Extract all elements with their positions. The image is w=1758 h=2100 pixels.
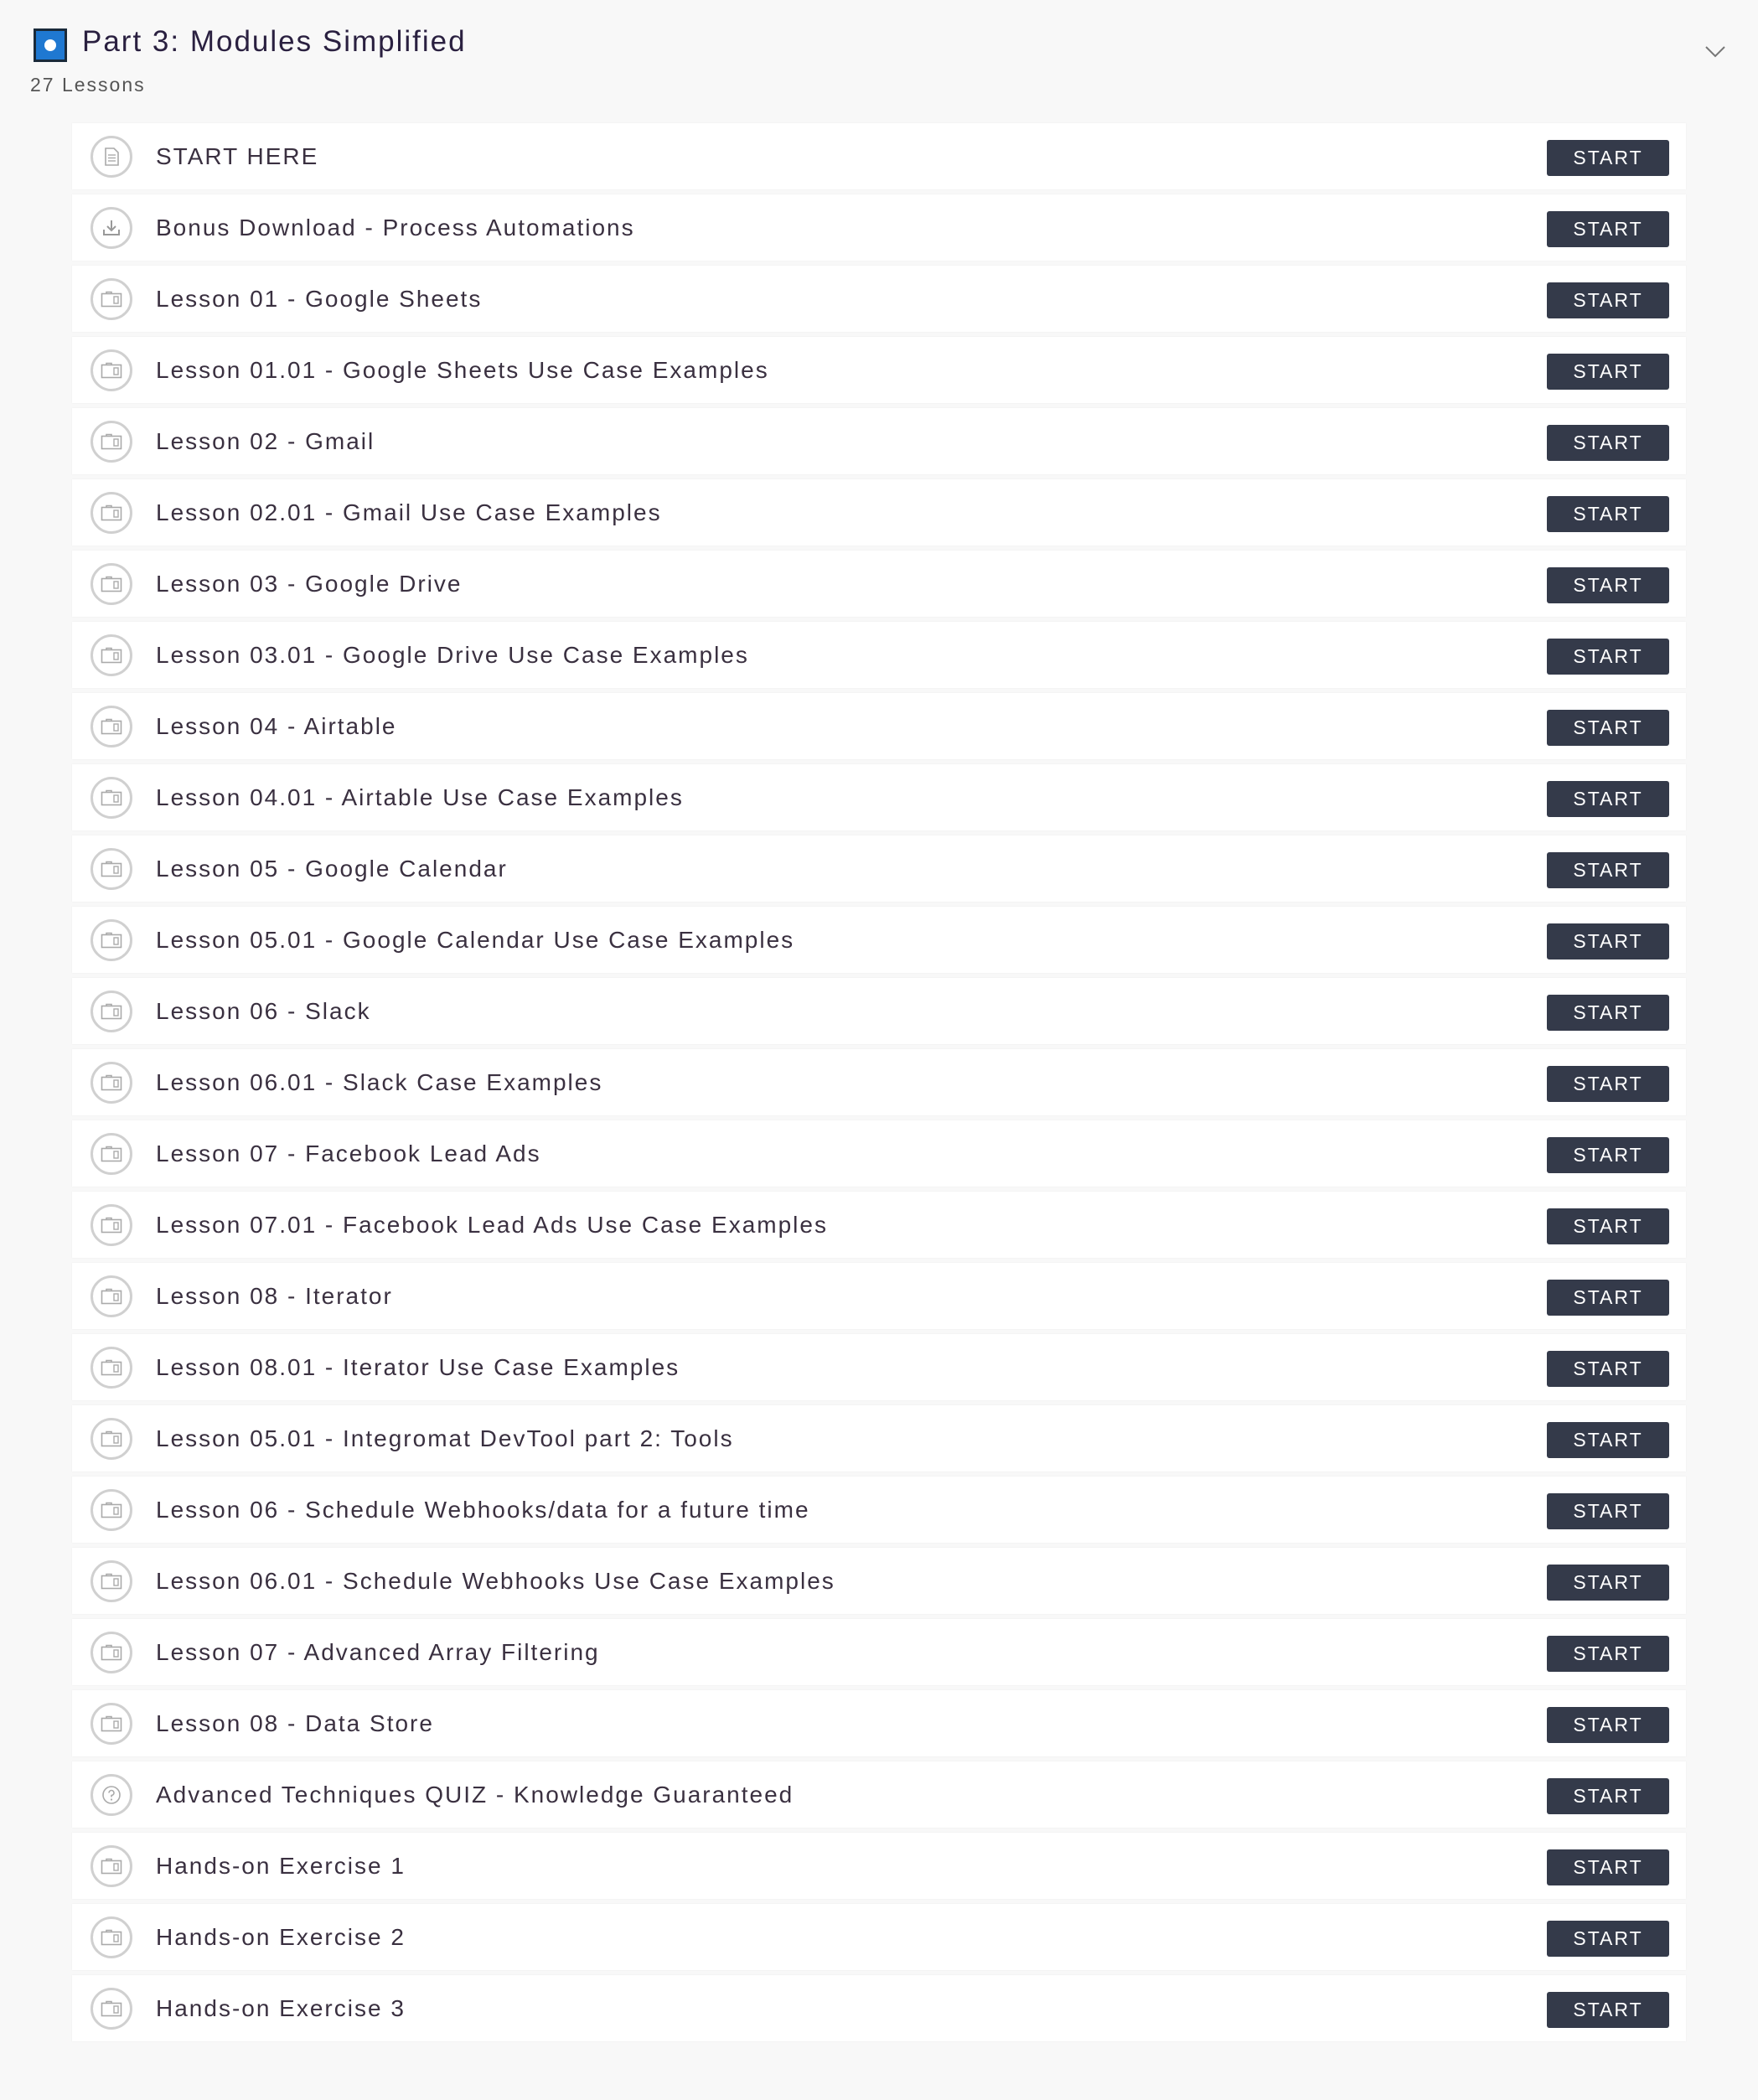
video-icon	[90, 1632, 132, 1673]
video-icon	[90, 777, 132, 819]
quiz-icon	[90, 1774, 132, 1816]
lesson-row[interactable]	[72, 1334, 1686, 1400]
start-button[interactable]: START	[1547, 995, 1669, 1031]
start-button[interactable]: START	[1547, 1280, 1669, 1316]
video-icon	[90, 1347, 132, 1389]
video-icon	[90, 991, 132, 1032]
lesson-title: Lesson 02.01 - Gmail Use Case Examples	[156, 499, 662, 525]
video-icon	[90, 1988, 132, 2030]
video-icon	[90, 1204, 132, 1246]
lesson-title: Lesson 08 - Data Store	[156, 1710, 434, 1736]
video-icon	[90, 421, 132, 463]
start-button[interactable]: START	[1547, 567, 1669, 603]
start-button[interactable]: START	[1547, 1137, 1669, 1173]
lesson-row[interactable]	[72, 1690, 1686, 1756]
start-button[interactable]: START	[1547, 1422, 1669, 1458]
lesson-title: Lesson 03.01 - Google Drive Use Case Examples	[156, 642, 749, 668]
start-button[interactable]: START	[1547, 1921, 1669, 1957]
video-icon	[90, 1703, 132, 1745]
lesson-title: START HERE	[156, 143, 319, 169]
lesson-row[interactable]	[72, 337, 1686, 403]
lesson-row[interactable]	[72, 479, 1686, 546]
lesson-row[interactable]	[72, 408, 1686, 474]
lesson-title: Lesson 06 - Slack	[156, 998, 371, 1024]
lesson-title: Lesson 07 - Advanced Array Filtering	[156, 1639, 600, 1665]
module-status-icon	[34, 28, 67, 62]
start-button[interactable]: START	[1547, 1493, 1669, 1529]
lesson-row[interactable]	[72, 1477, 1686, 1543]
lesson-row[interactable]	[72, 835, 1686, 902]
lesson-row[interactable]	[72, 1975, 1686, 2041]
video-icon	[90, 1845, 132, 1887]
chevron-down-icon[interactable]	[1703, 39, 1728, 64]
document-icon	[90, 136, 132, 178]
start-button[interactable]: START	[1547, 781, 1669, 817]
lesson-row[interactable]	[72, 1192, 1686, 1258]
start-button[interactable]: START	[1547, 1208, 1669, 1244]
start-button[interactable]: START	[1547, 425, 1669, 461]
lesson-row[interactable]	[72, 194, 1686, 261]
start-button[interactable]: START	[1547, 282, 1669, 318]
video-icon	[90, 1916, 132, 1958]
start-button[interactable]: START	[1547, 1565, 1669, 1601]
lesson-title: Lesson 05.01 - Google Calendar Use Case Examples	[156, 927, 795, 953]
lesson-row[interactable]	[72, 1263, 1686, 1329]
video-icon	[90, 1275, 132, 1317]
start-button[interactable]: START	[1547, 211, 1669, 247]
lesson-count: 27 Lessons	[30, 74, 146, 96]
lesson-row[interactable]	[72, 693, 1686, 759]
video-icon	[90, 278, 132, 320]
lesson-title: Lesson 05 - Google Calendar	[156, 856, 508, 882]
lesson-title: Lesson 01 - Google Sheets	[156, 286, 483, 312]
start-button[interactable]: START	[1547, 923, 1669, 959]
lesson-row[interactable]	[72, 622, 1686, 688]
lesson-title: Lesson 08 - Iterator	[156, 1283, 393, 1309]
start-button[interactable]: START	[1547, 496, 1669, 532]
video-icon	[90, 1418, 132, 1460]
download-icon	[90, 207, 132, 249]
lesson-row[interactable]	[72, 907, 1686, 973]
lesson-row[interactable]	[72, 764, 1686, 830]
lesson-row[interactable]	[72, 1120, 1686, 1187]
lesson-row[interactable]	[72, 1833, 1686, 1899]
lesson-title: Bonus Download - Process Automations	[156, 215, 635, 241]
lesson-row[interactable]	[72, 1405, 1686, 1472]
lesson-list	[72, 123, 1686, 2046]
start-button[interactable]: START	[1547, 1066, 1669, 1102]
lesson-title: Lesson 06.01 - Schedule Webhooks Use Case Examples	[156, 1568, 835, 1594]
video-icon	[90, 1062, 132, 1104]
lesson-title: Hands-on Exercise 2	[156, 1924, 406, 1950]
video-icon	[90, 919, 132, 961]
start-button[interactable]: START	[1547, 852, 1669, 888]
start-button[interactable]: START	[1547, 1636, 1669, 1672]
video-icon	[90, 1560, 132, 1602]
lesson-title: Lesson 01.01 - Google Sheets Use Case Examples	[156, 357, 769, 383]
lesson-row[interactable]	[72, 1548, 1686, 1614]
lesson-row[interactable]	[72, 266, 1686, 332]
lesson-title: Lesson 02 - Gmail	[156, 428, 375, 454]
module-title: Part 3: Modules Simplified	[82, 25, 467, 58]
module-header[interactable]	[30, 23, 1728, 104]
lesson-title: Lesson 03 - Google Drive	[156, 571, 463, 597]
lesson-title: Lesson 05.01 - Integromat DevTool part 2: Tools	[156, 1425, 734, 1451]
start-button[interactable]: START	[1547, 639, 1669, 675]
video-icon	[90, 349, 132, 391]
lesson-title: Lesson 04 - Airtable	[156, 713, 397, 739]
lesson-title: Hands-on Exercise 3	[156, 1995, 406, 2021]
video-icon	[90, 848, 132, 890]
start-button[interactable]: START	[1547, 354, 1669, 390]
lesson-row[interactable]	[72, 978, 1686, 1044]
video-icon	[90, 563, 132, 605]
lesson-row[interactable]	[72, 1619, 1686, 1685]
lesson-title: Lesson 04.01 - Airtable Use Case Examples	[156, 784, 684, 810]
start-button[interactable]: START	[1547, 140, 1669, 176]
start-button[interactable]: START	[1547, 1707, 1669, 1743]
lesson-row[interactable]	[72, 1904, 1686, 1970]
video-icon	[90, 1489, 132, 1531]
lesson-row[interactable]	[72, 123, 1686, 189]
lesson-row[interactable]	[72, 1761, 1686, 1828]
lesson-row[interactable]	[72, 1049, 1686, 1115]
video-icon	[90, 706, 132, 747]
start-button[interactable]: START	[1547, 710, 1669, 746]
video-icon	[90, 492, 132, 534]
lesson-title: Lesson 07 - Facebook Lead Ads	[156, 1141, 541, 1166]
start-button[interactable]: START	[1547, 1849, 1669, 1885]
video-icon	[90, 634, 132, 676]
start-button[interactable]: START	[1547, 1351, 1669, 1387]
lesson-title: Hands-on Exercise 1	[156, 1853, 406, 1879]
video-icon	[90, 1133, 132, 1175]
start-button[interactable]: START	[1547, 1778, 1669, 1814]
lesson-title: Lesson 08.01 - Iterator Use Case Examples	[156, 1354, 680, 1380]
lesson-title: Lesson 06 - Schedule Webhooks/data for a future time	[156, 1497, 810, 1523]
lesson-title: Lesson 06.01 - Slack Case Examples	[156, 1069, 603, 1095]
lesson-row[interactable]	[72, 551, 1686, 617]
lesson-title: Advanced Techniques QUIZ - Knowledge Guaranteed	[156, 1782, 794, 1808]
lesson-title: Lesson 07.01 - Facebook Lead Ads Use Case Examples	[156, 1212, 828, 1238]
start-button[interactable]: START	[1547, 1992, 1669, 2028]
